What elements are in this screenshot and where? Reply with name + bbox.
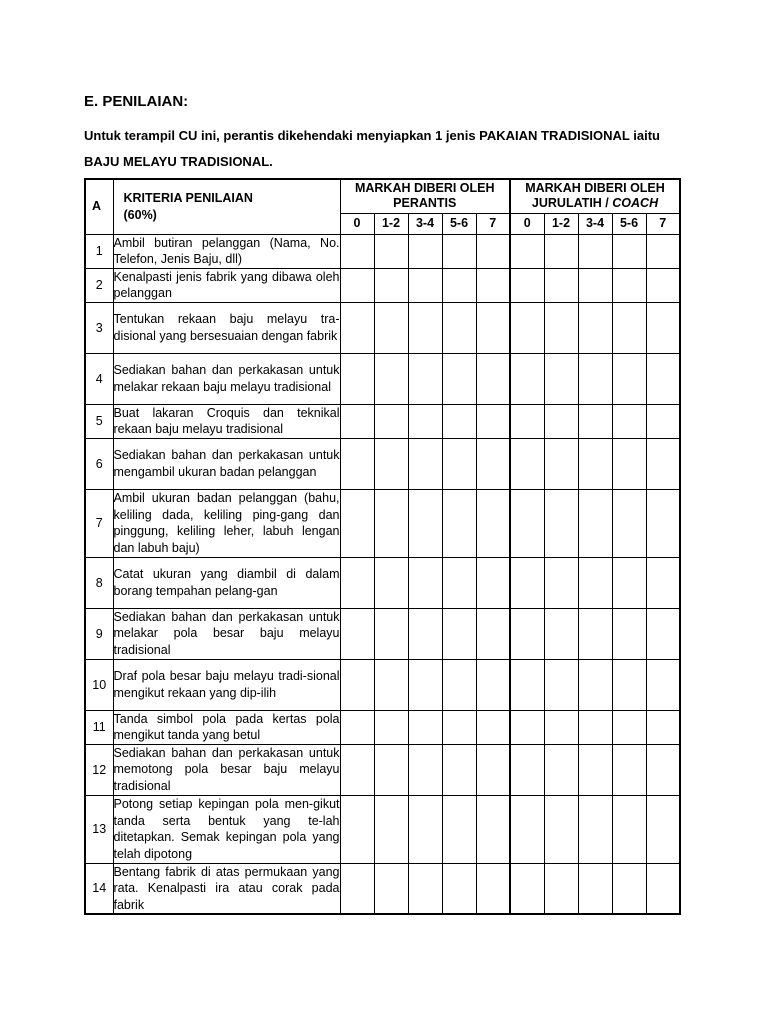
score-header-jurulatih-1-2: 1-2 [544, 213, 578, 234]
group-header-perantis [340, 179, 510, 213]
jurulatih-score-cell[interactable] [510, 710, 544, 744]
jurulatih-score-cell[interactable] [510, 438, 544, 489]
score-header-jurulatih-0: 0 [510, 213, 544, 234]
perantis-score-cell[interactable] [476, 353, 510, 404]
jurulatih-score-cell[interactable] [578, 744, 612, 795]
jurulatih-score-cell[interactable] [510, 489, 544, 557]
group-header-jurulatih [510, 179, 680, 213]
jurulatih-score-cell[interactable] [646, 710, 680, 744]
perantis-score-cell[interactable] [442, 744, 476, 795]
perantis-score-cell[interactable] [340, 404, 374, 438]
criteria-text: Sediakan bahan dan perkakasan untuk melakar rekaan baju melayu tradisional [113, 353, 340, 404]
perantis-score-cell[interactable] [408, 268, 442, 302]
jurulatih-score-cell[interactable] [544, 557, 578, 608]
jurulatih-score-cell[interactable] [544, 489, 578, 557]
criteria-text: Kenalpasti jenis fabrik yang dibawa oleh pelanggan [113, 269, 340, 300]
perantis-score-cell[interactable] [340, 353, 374, 404]
jurulatih-score-cell[interactable] [578, 234, 612, 268]
perantis-score-cell[interactable] [408, 608, 442, 659]
criteria-row [85, 353, 680, 404]
jurulatih-score-cell[interactable] [646, 744, 680, 795]
score-header-perantis-0: 0 [340, 213, 374, 234]
score-header-jurulatih-7: 7 [646, 213, 680, 234]
perantis-score-cell[interactable] [340, 863, 374, 914]
perantis-score-cell[interactable] [340, 710, 374, 744]
jurulatih-score-cell[interactable] [510, 234, 544, 268]
jurulatih-score-cell[interactable] [578, 404, 612, 438]
jurulatih-score-cell[interactable] [510, 795, 544, 863]
jurulatih-score-cell[interactable] [510, 557, 544, 608]
jurulatih-score-cell[interactable] [544, 744, 578, 795]
row-number: 4 [85, 353, 113, 404]
perantis-score-cell[interactable] [476, 710, 510, 744]
row-number: 10 [85, 659, 113, 710]
criteria-text: Ambil ukuran badan pelanggan (bahu, keliling dada, keliling ping-gang dan pinggung, keliling leher, labuh lengan dan labuh baju) [113, 489, 340, 557]
jurulatih-score-cell[interactable] [510, 353, 544, 404]
jurulatih-score-cell[interactable] [646, 438, 680, 489]
jurulatih-score-cell[interactable] [578, 268, 612, 302]
perantis-score-cell[interactable] [374, 268, 408, 302]
perantis-score-cell[interactable] [476, 302, 510, 353]
jurulatih-score-cell[interactable] [544, 795, 578, 863]
perantis-score-cell[interactable] [442, 863, 476, 914]
perantis-score-cell[interactable] [442, 353, 476, 404]
perantis-score-cell[interactable] [340, 659, 374, 710]
jurulatih-score-cell[interactable] [646, 659, 680, 710]
jurulatih-score-cell[interactable] [646, 268, 680, 302]
perantis-score-cell[interactable] [476, 268, 510, 302]
perantis-score-cell[interactable] [374, 557, 408, 608]
criteria-row [85, 795, 680, 863]
criteria-text: Catat ukuran yang diambil di dalam borang tempahan pelang-gan [113, 557, 340, 608]
criteria-row [85, 489, 680, 557]
perantis-score-cell[interactable] [374, 659, 408, 710]
perantis-score-cell[interactable] [442, 659, 476, 710]
score-header-perantis-5-6: 5-6 [442, 213, 476, 234]
jurulatih-score-cell[interactable] [578, 353, 612, 404]
perantis-score-cell[interactable] [408, 234, 442, 268]
jurulatih-score-cell[interactable] [578, 489, 612, 557]
perantis-score-cell[interactable] [408, 710, 442, 744]
jurulatih-score-cell[interactable] [544, 608, 578, 659]
perantis-score-cell[interactable] [408, 557, 442, 608]
perantis-score-cell[interactable] [476, 438, 510, 489]
jurulatih-score-cell[interactable] [612, 795, 646, 863]
jurulatih-score-cell[interactable] [612, 438, 646, 489]
perantis-score-cell[interactable] [442, 268, 476, 302]
jurulatih-score-cell[interactable] [510, 744, 544, 795]
jurulatih-score-cell[interactable] [646, 489, 680, 557]
jurulatih-score-cell[interactable] [612, 557, 646, 608]
jurulatih-score-cell[interactable] [578, 557, 612, 608]
perantis-score-cell[interactable] [340, 302, 374, 353]
criteria-text: Tanda simbol pola pada kertas pola mengikut tanda yang betul [113, 711, 340, 742]
perantis-score-cell[interactable] [476, 234, 510, 268]
perantis-score-cell[interactable] [340, 438, 374, 489]
perantis-score-cell[interactable] [374, 744, 408, 795]
criteria-row [85, 302, 680, 353]
perantis-score-cell[interactable] [340, 608, 374, 659]
row-number: 11 [85, 710, 113, 744]
perantis-score-cell[interactable] [374, 438, 408, 489]
perantis-score-cell[interactable] [476, 557, 510, 608]
jurulatih-score-cell[interactable] [612, 489, 646, 557]
jurulatih-score-cell[interactable] [544, 659, 578, 710]
row-number: 1 [85, 234, 113, 268]
jurulatih-score-cell[interactable] [578, 608, 612, 659]
perantis-score-cell[interactable] [340, 268, 374, 302]
jurulatih-score-cell[interactable] [578, 710, 612, 744]
jurulatih-score-cell[interactable] [544, 710, 578, 744]
criteria-text: Potong setiap kepingan pola men-gikut tanda serta bentuk yang te-lah ditetapkan. Semak kepingan pola yang telah dipotong [113, 795, 340, 863]
perantis-score-cell[interactable] [340, 489, 374, 557]
criteria-text: Tentukan rekaan baju melayu tra-disional yang bersesuaian dengan fabrik [113, 302, 340, 353]
jurulatih-score-cell[interactable] [510, 659, 544, 710]
jurulatih-score-cell[interactable] [612, 608, 646, 659]
jurulatih-score-cell[interactable] [544, 438, 578, 489]
jurulatih-score-cell[interactable] [646, 404, 680, 438]
perantis-score-cell[interactable] [476, 659, 510, 710]
perantis-score-cell[interactable] [476, 863, 510, 914]
row-number: 2 [85, 268, 113, 302]
jurulatih-score-cell[interactable] [510, 268, 544, 302]
criteria-text: Sediakan bahan dan perkakasan untuk memotong pola besar baju melayu tradisional [113, 744, 340, 795]
row-number: 13 [85, 795, 113, 863]
criteria-row [85, 404, 680, 438]
jurulatih-score-cell[interactable] [612, 659, 646, 710]
jurulatih-score-cell[interactable] [510, 302, 544, 353]
perantis-score-cell[interactable] [374, 795, 408, 863]
criteria-row [85, 863, 680, 914]
jurulatih-score-cell[interactable] [544, 404, 578, 438]
criteria-header-line-2: (60%) [123, 207, 157, 222]
criteria-row [85, 710, 680, 744]
perantis-score-cell[interactable] [374, 489, 408, 557]
jurulatih-score-cell[interactable] [510, 404, 544, 438]
assessment-table [84, 178, 681, 915]
perantis-score-cell[interactable] [408, 795, 442, 863]
jurulatih-score-cell[interactable] [578, 795, 612, 863]
perantis-score-cell[interactable] [408, 744, 442, 795]
criteria-text: Bentang fabrik di atas permukaan yang rata. Kenalpasti ira atau corak pada fabrik [113, 863, 340, 914]
section-heading: E. PENILAIAN: [84, 93, 189, 110]
column-header-criteria [113, 179, 340, 234]
jurulatih-score-cell[interactable] [612, 353, 646, 404]
criteria-header-line-1: KRITERIA PENILAIAN [123, 190, 253, 205]
row-number: 12 [85, 744, 113, 795]
intro-text-line-1: Untuk terampil CU ini, perantis dikehendaki menyiapkan 1 jenis PAKAIAN TRADISIONAL iaitu [84, 128, 660, 143]
jurulatih-score-cell[interactable] [612, 863, 646, 914]
perantis-score-cell[interactable] [442, 404, 476, 438]
score-header-jurulatih-3-4: 3-4 [578, 213, 612, 234]
jurulatih-score-cell[interactable] [544, 353, 578, 404]
criteria-text: Buat lakaran Croquis dan teknikal rekaan baju melayu tradisional [113, 405, 340, 436]
criteria-row [85, 268, 680, 302]
group-1-line-1: MARKAH DIBERI OLEH [354, 181, 495, 196]
perantis-score-cell[interactable] [374, 302, 408, 353]
criteria-text: Ambil butiran pelanggan (Nama, No. Telefon, Jenis Baju, dll) [113, 235, 340, 266]
score-header-perantis-3-4: 3-4 [408, 213, 442, 234]
perantis-score-cell[interactable] [476, 608, 510, 659]
perantis-score-cell[interactable] [442, 608, 476, 659]
jurulatih-score-cell[interactable] [612, 234, 646, 268]
group-2-line-2-italic: COACH [612, 196, 659, 211]
perantis-score-cell[interactable] [340, 795, 374, 863]
perantis-score-cell[interactable] [408, 863, 442, 914]
jurulatih-score-cell[interactable] [646, 608, 680, 659]
jurulatih-score-cell[interactable] [646, 557, 680, 608]
group-1-line-2: PERANTIS [393, 196, 457, 211]
perantis-score-cell[interactable] [408, 353, 442, 404]
criteria-text: Sediakan bahan dan perkakasan untuk mengambil ukuran badan pelanggan [113, 438, 340, 489]
jurulatih-score-cell[interactable] [646, 795, 680, 863]
row-number: 6 [85, 438, 113, 489]
perantis-score-cell[interactable] [476, 489, 510, 557]
jurulatih-score-cell[interactable] [510, 608, 544, 659]
perantis-score-cell[interactable] [374, 353, 408, 404]
perantis-score-cell[interactable] [374, 710, 408, 744]
criteria-rows [85, 234, 680, 914]
criteria-row [85, 557, 680, 608]
criteria-text: Draf pola besar baju melayu tradi-sional mengikut rekaan yang dip-ilih [113, 659, 340, 710]
row-number: 9 [85, 608, 113, 659]
score-header-perantis-7: 7 [476, 213, 510, 234]
score-header-jurulatih-5-6: 5-6 [612, 213, 646, 234]
perantis-score-cell[interactable] [374, 863, 408, 914]
perantis-score-cell[interactable] [374, 404, 408, 438]
intro-text-line-2: BAJU MELAYU TRADISIONAL. [84, 154, 273, 169]
row-number: 14 [85, 863, 113, 914]
row-number: 3 [85, 302, 113, 353]
perantis-score-cell[interactable] [408, 489, 442, 557]
jurulatih-score-cell[interactable] [578, 438, 612, 489]
perantis-score-cell[interactable] [442, 438, 476, 489]
perantis-score-cell[interactable] [408, 438, 442, 489]
perantis-score-cell[interactable] [442, 795, 476, 863]
jurulatih-score-cell[interactable] [646, 863, 680, 914]
jurulatih-score-cell[interactable] [646, 353, 680, 404]
criteria-row [85, 608, 680, 659]
perantis-score-cell[interactable] [374, 608, 408, 659]
jurulatih-score-cell[interactable] [544, 268, 578, 302]
jurulatih-score-cell[interactable] [544, 302, 578, 353]
perantis-score-cell[interactable] [442, 489, 476, 557]
jurulatih-score-cell[interactable] [612, 302, 646, 353]
perantis-score-cell[interactable] [442, 557, 476, 608]
criteria-row [85, 438, 680, 489]
jurulatih-score-cell[interactable] [544, 863, 578, 914]
criteria-row [85, 234, 680, 268]
criteria-text: Sediakan bahan dan perkakasan untuk melakar pola besar baju melayu tradisional [113, 608, 340, 659]
perantis-score-cell[interactable] [340, 557, 374, 608]
perantis-score-cell[interactable] [374, 234, 408, 268]
jurulatih-score-cell[interactable] [646, 302, 680, 353]
jurulatih-score-cell[interactable] [612, 710, 646, 744]
jurulatih-score-cell[interactable] [578, 302, 612, 353]
perantis-score-cell[interactable] [408, 659, 442, 710]
group-2-line-2-prefix: JURULATIH / [531, 196, 609, 211]
row-number: 7 [85, 489, 113, 557]
perantis-score-cell[interactable] [340, 744, 374, 795]
criteria-row [85, 659, 680, 710]
jurulatih-score-cell[interactable] [578, 863, 612, 914]
jurulatih-score-cell[interactable] [510, 863, 544, 914]
perantis-score-cell[interactable] [476, 795, 510, 863]
jurulatih-score-cell[interactable] [612, 268, 646, 302]
group-2-line-1: MARKAH DIBERI OLEH [525, 181, 665, 196]
criteria-row [85, 744, 680, 795]
perantis-score-cell[interactable] [442, 710, 476, 744]
score-header-perantis-1-2: 1-2 [374, 213, 408, 234]
perantis-score-cell[interactable] [408, 404, 442, 438]
perantis-score-cell[interactable] [340, 234, 374, 268]
row-number: 5 [85, 404, 113, 438]
jurulatih-score-cell[interactable] [578, 659, 612, 710]
jurulatih-score-cell[interactable] [612, 744, 646, 795]
jurulatih-score-cell[interactable] [544, 234, 578, 268]
perantis-score-cell[interactable] [476, 404, 510, 438]
perantis-score-cell[interactable] [442, 234, 476, 268]
jurulatih-score-cell[interactable] [646, 234, 680, 268]
perantis-score-cell[interactable] [408, 302, 442, 353]
row-number: 8 [85, 557, 113, 608]
jurulatih-score-cell[interactable] [612, 404, 646, 438]
perantis-score-cell[interactable] [442, 302, 476, 353]
column-header-a: A [85, 179, 113, 234]
perantis-score-cell[interactable] [476, 744, 510, 795]
